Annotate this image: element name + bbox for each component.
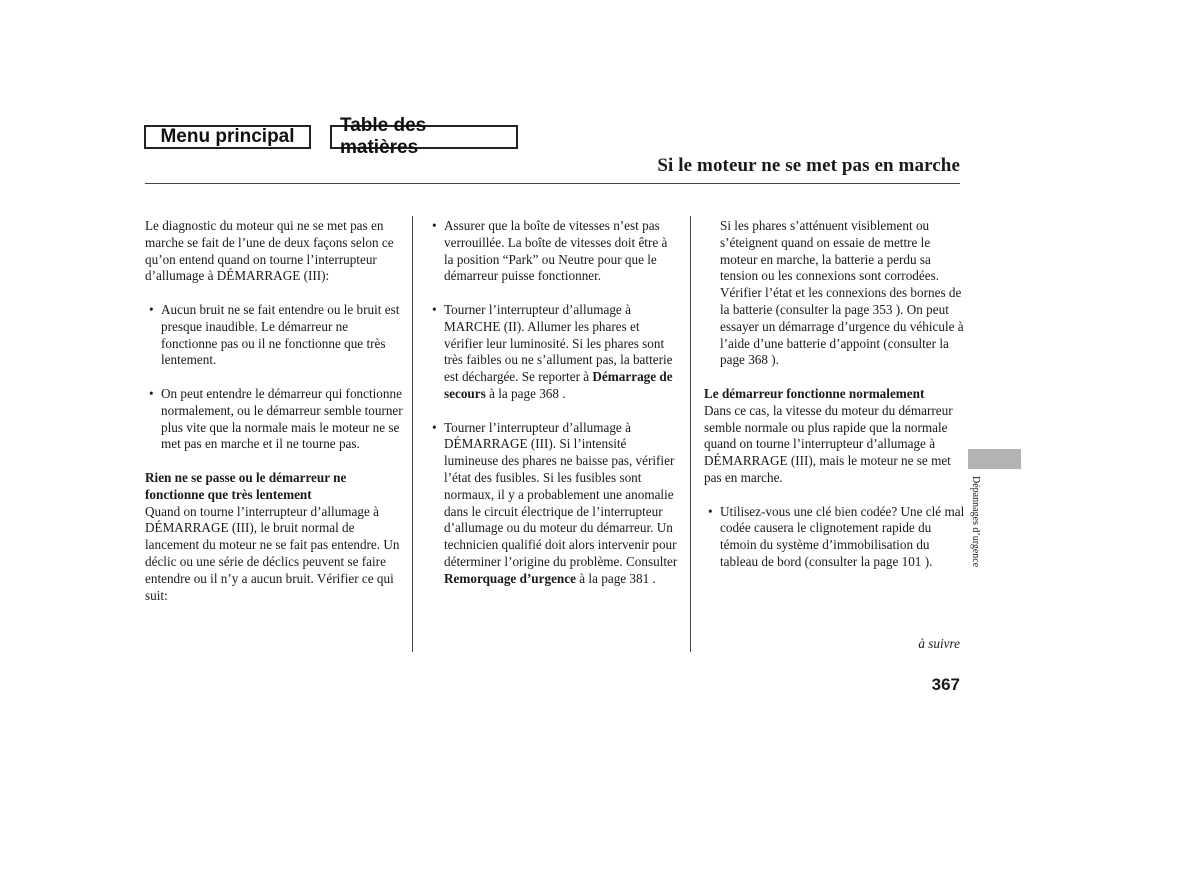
page-title: Si le moteur ne se met pas en marche xyxy=(657,155,960,176)
table-of-contents-button[interactable]: Table des matières xyxy=(330,125,518,149)
section-body: Dans ce cas, la vitesse du moteur du démarreur semble normale ou plus rapide que la normale quand on tourne l’interrupteur d’allumage à DÉMARRAGE (III), mais le moteur ne se met pas en marche. xyxy=(704,402,953,485)
bullet-icon: • xyxy=(708,503,713,519)
bullet-icon: • xyxy=(432,218,437,233)
list-item-text: Aucun bruit ne se fait entendre ou le bruit est presque inaudible. Le démarreur ne fonctionne pas ou il ne fonctionne que très lentement. xyxy=(161,301,400,368)
bullet-icon: • xyxy=(432,419,437,435)
column-2 xyxy=(428,218,680,604)
emergency-towing-link[interactable]: Remorquage d’urgence xyxy=(444,570,576,586)
list-item xyxy=(145,386,405,453)
list-item xyxy=(428,302,680,403)
column-1 xyxy=(145,218,405,621)
section-body: Quand on tourne l’interrupteur d’allumage à DÉMARRAGE (III), le bruit normal de lancement du moteur ne se fait pas entendre. Un déclic ou une série de déclics peuvent se faire entendre ou il n’y a aucun bruit. Vérifier ce qui suit: xyxy=(145,503,400,603)
intro-paragraph: Le diagnostic du moteur qui ne se met pas en marche se fait de l’une de deux façons selon ce qu’on entend quand on tourne l’interrupteur d’allumage à DÉMARRAGE (III): xyxy=(145,218,394,284)
list-item xyxy=(145,302,405,369)
page-reference: à la page 368 . xyxy=(489,385,566,401)
continued-note: à suivre xyxy=(918,636,960,651)
list-item-text: Tourner l’interrupteur d’allumage à MARCHE (II). Allumer les phares et vérifier leur luminosité. Si les phares sont très faibles ou ne s’allument pas, la batterie est déchargée. Se reporter à xyxy=(444,301,673,385)
column-divider xyxy=(412,216,413,652)
list-item xyxy=(704,504,966,571)
bullet-icon: • xyxy=(149,301,154,317)
battery-paragraph: Si les phares s’atténuent visiblement ou s’éteignent quand on essaie de mettre le moteur en marche, la batterie a perdu sa tension ou les connexions sont corrodées. Vérifier l’état et les connexions des bornes de la batterie (consulter la page 353 ). On peut essayer un démarrage d’urgence du véhicule à l’aide d’une batterie d’appoint (consulter la page 368 ). xyxy=(720,218,964,368)
section-tab-label: Dépannages d’urgence xyxy=(970,476,981,568)
list-item-text: On peut entendre le démarreur qui fonctionne normalement, ou le démarreur semble tourner plus vite que la normale mais le moteur ne se met pas en marche et il ne tourne pas. xyxy=(161,385,403,452)
jump-start-link[interactable]: Démarrage de secours xyxy=(444,369,673,401)
list-item xyxy=(428,420,680,588)
section-heading: Rien ne se passe ou le démarreur ne fonctionne que très lentement xyxy=(145,469,347,502)
list-item xyxy=(428,218,680,285)
list-item-text: Assurer que la boîte de vitesses n’est pas verrouillée. La boîte de vitesses doit être à la position “Park” ou Neutre pour que le démarreur puisse fonctionner. xyxy=(444,218,668,284)
list-item-text: Utilisez-vous une clé bien codée? Une clé mal codée causera le clignotement rapide du témoin du système d’immobilisation du tableau de bord (consulter la page 101 ). xyxy=(720,503,965,569)
list-item-text: Tourner l’interrupteur d’allumage à DÉMARRAGE (III). Si l’intensité lumineuse des phares ne baisse pas, vérifier l’état des fusibles. Si les fusibles sont normaux, il y a probablement une anomalie dans le circuit électrique de l’interrupteur d’allumage ou du moteur du démarreur. Un technicien qualifié doit alors intervenir pour déterminer l’origine du problème. Consulter xyxy=(444,419,678,569)
header-divider xyxy=(145,183,960,184)
bullet-icon: • xyxy=(149,385,154,401)
column-3 xyxy=(704,218,966,588)
page-reference: à la page 381 . xyxy=(579,570,656,586)
page-number: 367 xyxy=(931,675,960,694)
section-tab-marker[interactable] xyxy=(968,449,1021,469)
main-menu-button[interactable]: Menu principal xyxy=(144,125,311,149)
bullet-icon: • xyxy=(432,301,437,317)
section-heading: Le démarreur fonctionne normalement xyxy=(704,385,925,401)
column-divider xyxy=(690,216,691,652)
